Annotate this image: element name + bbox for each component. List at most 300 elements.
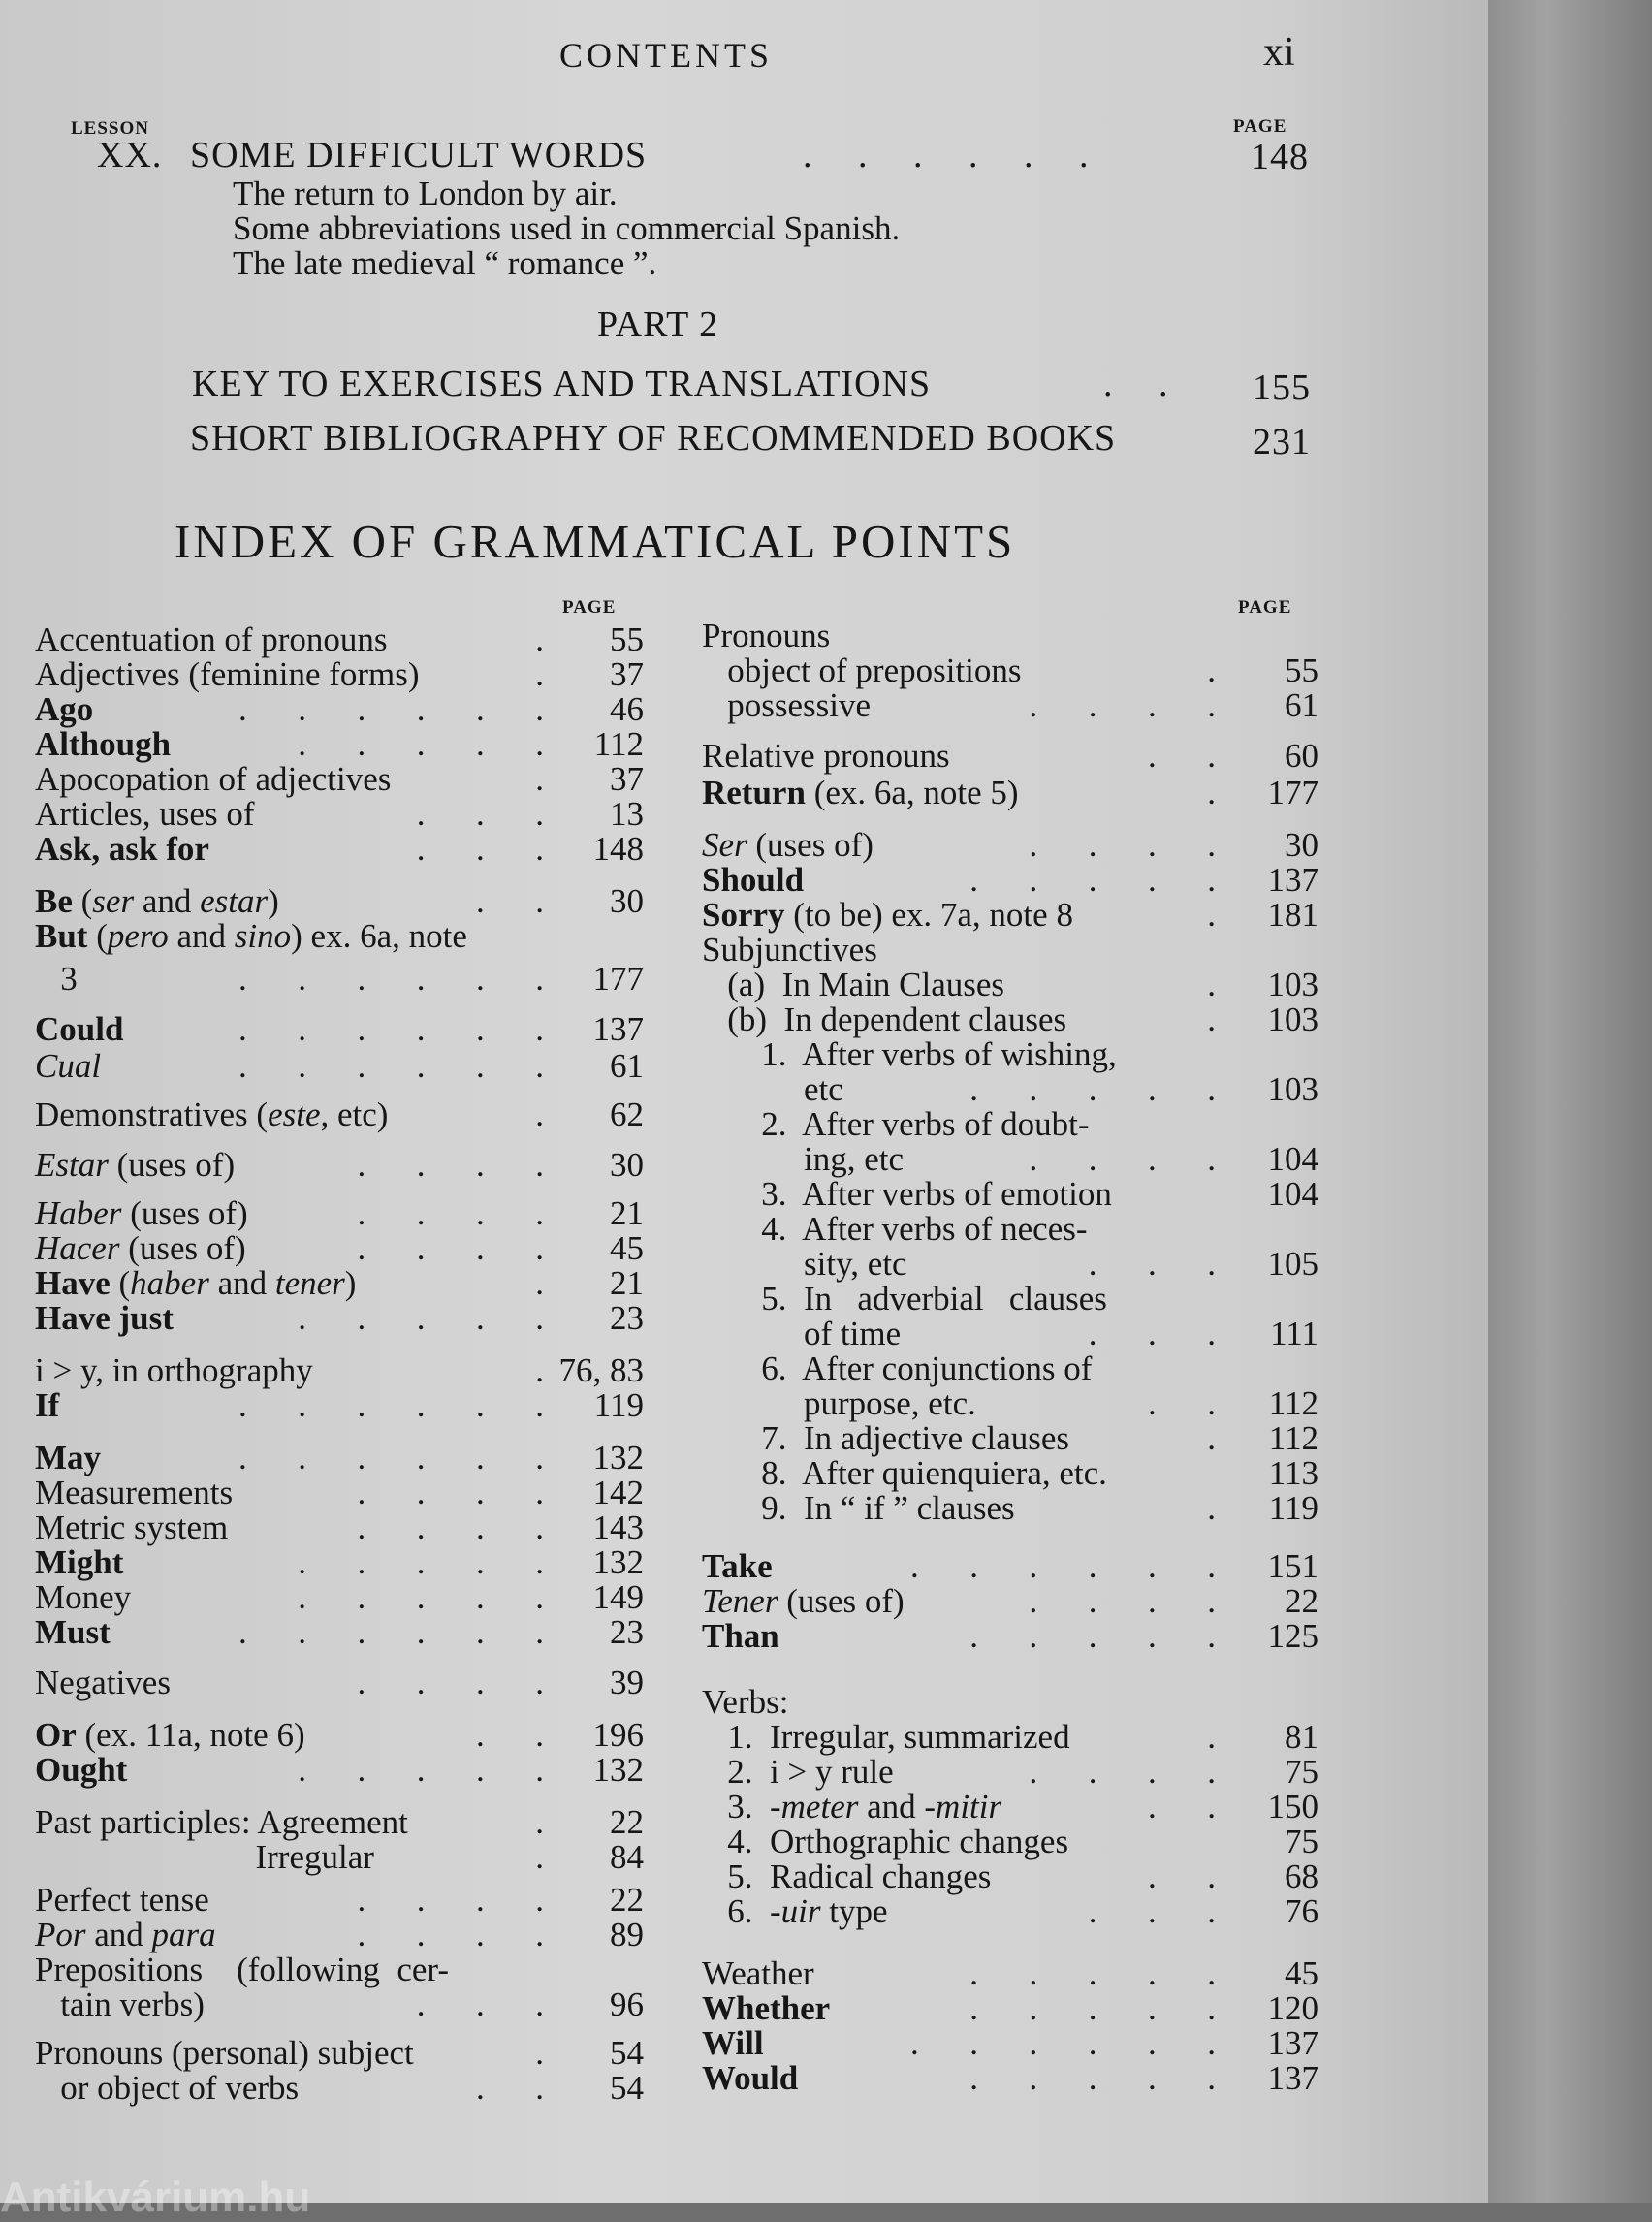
index-entry-text: sino [234, 917, 292, 955]
index-leader-dots: . . . . [1029, 686, 1216, 724]
index-entry-page: 125 [1267, 1617, 1318, 1655]
index-entry-text: 6. After conjunctions of [702, 1349, 1093, 1387]
index-leader-dots: . . . . [357, 1508, 544, 1546]
index-entry-text: -mitir [924, 1788, 1002, 1825]
index-entry-page: 13 [610, 795, 644, 833]
index-entry-text: Be [35, 882, 73, 920]
index-entry [702, 651, 1322, 689]
index-entry-label [702, 1892, 888, 1931]
lesson-topic: The return to London by air. [233, 175, 618, 212]
index-entry-page: 103 [1267, 1000, 1318, 1038]
index-entry-label [702, 1683, 788, 1722]
index-entry [702, 1140, 1322, 1178]
index-leader-dots: . . [1148, 1788, 1216, 1825]
index-entry-text: Should [702, 861, 805, 899]
index-entry-label [702, 1000, 1066, 1039]
index-entry-text: ( [110, 1264, 131, 1302]
index-leader-dots: . [1207, 774, 1216, 811]
index-leader-dots: . . . [416, 830, 544, 868]
index-entry [35, 2069, 655, 2107]
index-entry-label [702, 1280, 1107, 1318]
index-entry [702, 1892, 1322, 1930]
index-entry-page: 75 [1285, 1753, 1318, 1791]
index-entry-label [35, 1613, 111, 1652]
index-entry-label [702, 931, 877, 969]
index-entry-label [35, 1985, 205, 2024]
index-entry-text: But [35, 917, 88, 955]
index-leader-dots: . [1207, 1419, 1216, 1457]
index-leader-dots: . [535, 760, 544, 798]
index-entry [702, 686, 1322, 724]
index-entry-text: haber [130, 1264, 209, 1302]
index-entry-text: 3 [35, 960, 78, 998]
index-entry-page: 137 [1267, 2024, 1318, 2062]
index-entry [35, 690, 655, 728]
index-entry-text: i > y, in orthography [35, 1351, 313, 1389]
index-entry-page: 81 [1285, 1718, 1318, 1756]
index-entry-label [702, 1210, 1088, 1249]
index-entry-text: 3. [702, 1788, 770, 1825]
index-entry-text: 3. After verbs of emotion [702, 1175, 1112, 1213]
index-entry-text: 5. Radical changes [702, 1857, 992, 1895]
index-leader-dots: . . . . . . [238, 1386, 544, 1424]
index-entry-label [702, 774, 1019, 812]
index-entry-label [702, 861, 804, 900]
index-leader-dots: . [1207, 1000, 1216, 1038]
index-entry-label [35, 690, 93, 729]
index-entry-text: 6. [702, 1892, 770, 1930]
index-entry-text: Haber [35, 1194, 122, 1232]
index-entry-text: ( [87, 917, 108, 955]
index-entry [702, 1489, 1322, 1527]
index-entry-text: Pronouns (personal) subject [35, 2034, 414, 2072]
index-entry-text: (uses of) [747, 826, 874, 864]
index-entry-text: 1. Irregular, summarized [702, 1718, 1070, 1756]
index-entry-label [35, 1047, 101, 1086]
index-entry-label [702, 617, 830, 655]
index-leader-dots: . . . . . [298, 1543, 544, 1581]
index-entry-text: ) ex. 6a, note [291, 917, 467, 955]
index-entry [35, 1146, 655, 1184]
index-leader-dots: . . . . [357, 1474, 544, 1511]
index-entry-text: Past participles: Agreement [35, 1803, 408, 1841]
part2-item-title: KEY TO EXERCISES AND TRANSLATIONS [192, 364, 932, 404]
index-entry [35, 1047, 655, 1085]
index-entry [35, 1803, 655, 1841]
index-entry-text: (a) In Main Clauses [702, 966, 1005, 1003]
index-entry-text: May [35, 1439, 102, 1476]
index-entry-text: 2. After verbs of doubt- [702, 1105, 1090, 1143]
index-entry-label [702, 2059, 798, 2098]
index-entry-text: Could [35, 1010, 124, 1048]
index-entry-text: Although [35, 725, 172, 763]
index-entry-label [702, 737, 950, 776]
index-entry [702, 2024, 1322, 2062]
index-entry-text: (uses of) [108, 1146, 236, 1184]
index-left-page-label: PAGE [562, 597, 617, 618]
index-entry-text: Negatives [35, 1664, 171, 1701]
index-leader-dots: . . . . . [969, 2059, 1216, 2097]
index-entry-text: etc [702, 1070, 843, 1108]
index-leader-dots: . . . . . . [910, 1547, 1216, 1585]
index-entry-page: 23 [610, 1613, 644, 1651]
index-entry [702, 774, 1322, 809]
part-heading: PART 2 [597, 304, 719, 345]
index-entry-label [35, 1543, 123, 1582]
index-entry [702, 1349, 1322, 1387]
index-entry-text: Metric system [35, 1508, 229, 1546]
index-entry-label [35, 960, 78, 999]
index-entry-text: Verbs: [702, 1683, 789, 1721]
index-entry-text: (b) In dependent clauses [702, 1000, 1067, 1038]
index-entry-text: Sorry [702, 896, 785, 934]
index-entry-text: ser [92, 882, 135, 920]
index-entry-text: (uses of) [121, 1194, 248, 1232]
index-entry-text: Tener [702, 1582, 778, 1620]
index-entry [702, 1210, 1322, 1248]
index-entry-text: Subjunctives [702, 931, 877, 968]
index-entry-label [35, 1578, 131, 1617]
index-entry-label [35, 795, 254, 834]
index-leader-dots: . . [1148, 1857, 1216, 1895]
index-entry-label [702, 1718, 1070, 1757]
index-entry-text: object of prepositions [702, 651, 1022, 689]
index-entry-label [702, 1788, 1001, 1826]
index-entry [35, 882, 655, 920]
index-entry-text: or object of verbs [35, 2069, 300, 2107]
index-entry-label [702, 1857, 991, 1896]
index-leader-dots: . . . . . . [238, 1047, 544, 1085]
index-leader-dots: . [1207, 1489, 1216, 1527]
index-leader-dots: . [535, 1095, 544, 1133]
index-entry [35, 1838, 655, 1876]
index-entry-label [702, 1245, 907, 1284]
index-entry-page: 142 [592, 1474, 644, 1511]
index-entry [35, 1613, 655, 1651]
index-entry-label [702, 1070, 843, 1109]
index-entry-text: Have [35, 1264, 111, 1302]
index-entry-label [702, 1140, 904, 1179]
index-entry-page: 132 [592, 1439, 644, 1476]
index-entry-page: 37 [610, 655, 644, 693]
index-leader-dots: . . . . . [969, 1617, 1216, 1655]
index-entry-page: 23 [610, 1299, 644, 1337]
index-entry-text: Take [702, 1547, 773, 1585]
running-header-title: CONTENTS [559, 36, 773, 75]
index-entry-page: 104 [1267, 1175, 1318, 1213]
index-leader-dots: . . [476, 882, 544, 920]
index-entry-page: 76 [1285, 1892, 1318, 1930]
index-entry-text: Ser [702, 826, 747, 864]
index-entry-label [702, 1349, 1092, 1388]
index-entry-text: 4. Orthographic changes [702, 1823, 1069, 1860]
index-leader-dots: . . . . . [298, 1578, 544, 1616]
index-entry [702, 1617, 1322, 1655]
index-entry-label [702, 1489, 1015, 1528]
index-entry-text: Might [35, 1543, 124, 1581]
index-entry [35, 1386, 655, 1424]
index-entry-page: 151 [1267, 1547, 1318, 1585]
index-entry-page: 148 [592, 830, 644, 868]
index-entry-page: 55 [1285, 651, 1318, 689]
index-entry-text: (uses of) [778, 1582, 905, 1620]
index-entry-label [35, 1881, 209, 1920]
index-entry-text: Than [702, 1617, 779, 1655]
index-entry [702, 1280, 1322, 1315]
index-entry [35, 1229, 655, 1267]
part2-item-page: 155 [1253, 367, 1311, 408]
index-entry [35, 1299, 655, 1337]
lesson-topic: Some abbreviations used in commercial Spanish. [233, 209, 901, 247]
index-entry-page: 54 [610, 2069, 644, 2107]
index-entry-text: 5. In adverbial clauses [702, 1280, 1107, 1317]
index-entry-text: Measurements [35, 1474, 234, 1511]
index-entry-page: 137 [1267, 2059, 1318, 2097]
index-entry-text: Estar [35, 1146, 109, 1184]
index-entry-text: estar [200, 882, 269, 920]
index-entry-label [702, 1419, 1069, 1458]
index-entry-label [35, 760, 391, 799]
index-leader-dots: . . . . [1029, 1140, 1216, 1178]
index-entry [35, 830, 655, 868]
index-leader-dots: . . . . [357, 1664, 544, 1701]
index-entry-label [35, 1474, 233, 1512]
index-entry-label [35, 1386, 59, 1425]
index-leader-dots: . . . . . . [238, 690, 544, 728]
index-entry-text: Ought [35, 1751, 128, 1789]
index-leader-dots: . [535, 655, 544, 693]
index-entry [702, 931, 1322, 966]
index-entry-text: Accentuation of pronouns [35, 620, 388, 658]
index-entry [35, 1916, 655, 1951]
index-entry-page: 137 [1267, 861, 1318, 899]
index-leader-dots: . [535, 1351, 544, 1389]
index-entry-text: -uir [770, 1892, 821, 1930]
index-entry [702, 896, 1322, 934]
index-entry-text: If [35, 1386, 60, 1424]
index-entry-text: Have just [35, 1299, 174, 1337]
index-entry-page: 76, 83 [558, 1351, 644, 1389]
index-entry-page: 30 [1285, 826, 1318, 864]
index-leader-dots: . . . . . [298, 1751, 544, 1789]
index-leader-dots: . . . . [357, 1229, 544, 1267]
index-entry-label [702, 1823, 1068, 1861]
index-entry [702, 1245, 1322, 1283]
index-entry [35, 1474, 655, 1511]
index-entry-page: 105 [1267, 1245, 1318, 1283]
page-column-label: PAGE [1233, 116, 1287, 137]
index-entry-label [702, 1753, 894, 1792]
index-entry-text: and [134, 882, 201, 920]
index-entry-text: 2. i > y rule [702, 1753, 894, 1791]
index-entry [702, 1000, 1322, 1038]
index-entry-text: Will [702, 2024, 764, 2062]
page-edge-shadow [1488, 0, 1652, 2203]
index-entry [702, 1989, 1322, 2027]
index-leader-dots: . [1207, 651, 1216, 689]
index-entry-label [35, 1439, 101, 1477]
part2-item-page: 231 [1253, 422, 1311, 462]
index-entry-page: 119 [593, 1386, 644, 1424]
index-entry-text: 9. In “ if ” clauses [702, 1489, 1015, 1527]
index-entry [35, 795, 655, 833]
index-entry [35, 1543, 655, 1581]
index-entry-text: of time [702, 1315, 902, 1352]
index-entry-label [35, 1751, 127, 1790]
index-entry [702, 1070, 1322, 1108]
index-entry-label [35, 882, 279, 921]
index-entry-text: (ex. 6a, note 5) [805, 774, 1019, 811]
index-entry-text: Weather [702, 1954, 814, 1992]
lesson-number: XX. [97, 135, 163, 175]
index-right-page-label: PAGE [1238, 597, 1292, 618]
index-entry-text: 7. In adjective clauses [702, 1419, 1070, 1457]
index-entry-text: Or [35, 1716, 77, 1754]
index-entry-text: possessive [702, 686, 872, 724]
index-entry-label [702, 1035, 1117, 1074]
index-leader-dots: . . . [416, 795, 544, 833]
index-entry-text: and [85, 1916, 152, 1953]
index-leader-dots: . . . . . . [238, 1010, 544, 1048]
index-entry-text: Articles, uses of [35, 795, 255, 833]
index-leader-dots: . . . . . [298, 725, 544, 763]
index-entry [35, 1881, 655, 1919]
index-entry-page: 45 [610, 1229, 644, 1267]
lesson-leader-dots: . . . . . . [803, 135, 1089, 175]
index-entry-text: 8. After quienquiera, etc. [702, 1454, 1107, 1492]
index-entry [702, 861, 1322, 899]
lesson-column-label: LESSON [71, 118, 149, 139]
index-entry-page: 84 [610, 1838, 644, 1876]
index-entry-page: 132 [592, 1543, 644, 1581]
index-entry-label [702, 686, 871, 725]
index-entry-page: 177 [1267, 774, 1318, 811]
index-leader-dots: . . . [416, 1985, 544, 2023]
index-entry-text: ) [268, 882, 279, 920]
index-entry-text: Perfect tense [35, 1881, 209, 1919]
index-entry-text: (ex. 11a, note 6) [76, 1716, 305, 1754]
index-entry-label [702, 1454, 1107, 1493]
index-entry [35, 1351, 655, 1389]
index-entry-page: 132 [592, 1751, 644, 1789]
index-leader-dots: . . . . [357, 1194, 544, 1232]
lesson-title: SOME DIFFICULT WORDS [190, 135, 648, 175]
index-entry-label [702, 1547, 773, 1586]
index-entry-label [35, 1838, 374, 1877]
index-entry [702, 1718, 1322, 1756]
index-entry-label [702, 1582, 905, 1621]
index-leader-dots: . . [1148, 737, 1216, 775]
index-entry-label [35, 1951, 449, 1989]
index-entry-label [702, 896, 1073, 935]
index-entry-label [35, 1194, 248, 1233]
index-entry-label [702, 1989, 830, 2028]
index-leader-dots: . . . . [1029, 1753, 1216, 1791]
index-entry-page: 89 [610, 1916, 644, 1953]
index-entry-text: Cual [35, 1047, 102, 1085]
index-entry-page: 150 [1267, 1788, 1318, 1825]
index-entry-label [35, 1229, 246, 1268]
index-entry-label [702, 1954, 814, 1993]
index-leader-dots: . [1207, 1718, 1216, 1756]
index-entry [702, 826, 1322, 864]
index-entry [35, 1578, 655, 1616]
index-entry-page: 61 [610, 1047, 644, 1085]
index-entry [35, 1716, 655, 1754]
index-entry [702, 1788, 1322, 1823]
index-entry-page: 61 [1285, 686, 1318, 724]
index-entry-text: (to be) ex. 7a, note 8 [784, 896, 1073, 934]
index-entry-label [35, 1803, 408, 1842]
index-title: INDEX OF GRAMMATICAL POINTS [175, 515, 1016, 568]
page-number: xi [1263, 30, 1295, 75]
index-leader-dots: . . . . . . [910, 2024, 1216, 2062]
index-entry-page: 112 [593, 725, 644, 763]
index-entry-page: 22 [1285, 1582, 1318, 1620]
index-entry-page: 103 [1267, 1070, 1318, 1108]
index-entry-label [702, 651, 1022, 690]
index-entry-text: 1. After verbs of wishing, [702, 1035, 1117, 1073]
index-entry-page: 103 [1267, 966, 1318, 1003]
index-entry-text: Demonstratives ( [35, 1095, 269, 1133]
index-entry-label [702, 1617, 779, 1656]
index-leader-dots: . [535, 1264, 544, 1302]
index-entry [35, 1985, 655, 2023]
index-entry [702, 1954, 1322, 1992]
index-entry-text: Whether [702, 1989, 831, 2027]
index-entry [702, 2059, 1322, 2097]
index-entry-page: 46 [610, 690, 644, 728]
lesson-topic: The late medieval “ romance ”. [233, 244, 657, 282]
index-entry-label [35, 1010, 123, 1049]
watermark: Antikvárium.hu [0, 2174, 311, 2221]
index-entry [35, 620, 655, 658]
index-entry [35, 1194, 655, 1232]
index-entry-page: 137 [592, 1010, 644, 1048]
index-leader-dots: . . . . [357, 1916, 544, 1953]
index-entry-text: Money [35, 1578, 132, 1616]
index-entry [702, 1857, 1322, 1895]
index-entry [35, 1951, 655, 1988]
index-entry-text: este [268, 1095, 321, 1133]
index-entry [702, 1547, 1322, 1585]
index-entry-text: ( [72, 882, 93, 920]
index-entry-text: Must [35, 1613, 111, 1651]
index-entry [702, 1419, 1322, 1457]
index-entry-text: Irregular [35, 1838, 374, 1876]
index-entry [35, 1664, 655, 1701]
index-entry-text: and [208, 1264, 275, 1302]
index-leader-dots: . . . . . [969, 861, 1216, 899]
index-entry [35, 1095, 655, 1133]
index-entry-label [35, 1716, 305, 1755]
index-entry-text: Apocopation of adjectives [35, 760, 392, 798]
index-entry-page: 112 [1268, 1384, 1318, 1422]
index-entry [35, 1508, 655, 1546]
index-entry-label [702, 1315, 901, 1353]
index-entry-page: 55 [610, 620, 644, 658]
index-entry-label [35, 1264, 356, 1303]
index-entry-text: ) [344, 1264, 357, 1302]
index-entry-page: 119 [1268, 1489, 1318, 1527]
index-entry-page: 113 [1268, 1454, 1318, 1492]
index-leader-dots: . [535, 1803, 544, 1841]
index-entry-label [35, 620, 388, 659]
index-entry-text: Relative pronouns [702, 737, 950, 775]
index-leader-dots: . . [1148, 1384, 1216, 1422]
index-entry-label [702, 1384, 976, 1423]
index-entry-page: 111 [1270, 1315, 1318, 1352]
